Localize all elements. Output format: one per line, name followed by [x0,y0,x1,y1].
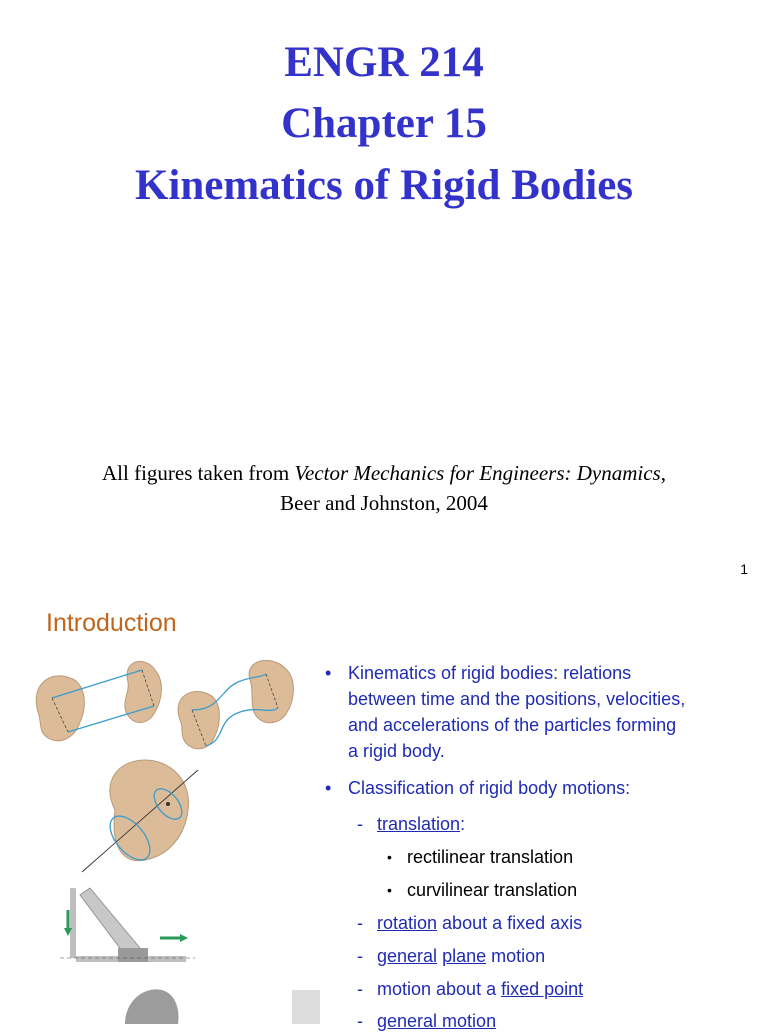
rotation-rest: about a fixed axis [437,913,583,933]
rotation-figure [82,760,198,872]
fixed-point-item [377,976,583,1002]
general-plane-item [377,943,545,969]
translation-link[interactable]: translation [377,814,461,834]
bullet1-line2: between time and the positions, velocities, [348,689,686,709]
credit-line-1 [0,458,768,488]
gray-strip [292,990,320,1024]
rigid-body-figures [30,660,320,1024]
plane-motion-figure [60,888,195,962]
sub-bullet-dot: • [387,849,392,865]
translation-colon: : [460,814,466,834]
fixed-point-link[interactable]: fixed point [501,979,584,999]
dash: - [357,814,363,834]
dash: - [357,913,363,933]
dash: - [357,979,363,999]
intro-slide [0,588,768,1031]
rectilinear-item: rectilinear translation [407,847,574,867]
curvilinear-item: curvilinear translation [407,880,578,900]
course-title: ENGR 214 [284,39,484,86]
sub-bullet-dot: • [387,882,392,898]
rotation-item [377,910,582,936]
translation-item [377,811,465,837]
general-link[interactable]: general [377,946,438,966]
motion-word: motion [486,946,546,966]
bullet-dot: • [325,778,332,798]
credit-prefix: All figures taken from [102,461,295,485]
plane-link[interactable]: plane [442,946,487,966]
bullet2-text: Classification of rigid body motions: [348,778,631,798]
page-number: 1 [740,561,748,577]
rectilinear-translation-figure [36,661,161,740]
rotation-link[interactable]: rotation [377,913,438,933]
bullet-dot: • [325,663,332,683]
intro-title: Introduction [46,609,177,637]
general-motion-link[interactable]: general motion [377,1011,497,1031]
motion-about: motion about a [377,979,502,999]
bullet1-line4: a rigid body. [348,741,445,761]
bullet1-line3: and accelerations of the particles forming [348,715,677,735]
chapter-title: Chapter 15 [281,100,487,147]
topic-title: Kinematics of Rigid Bodies [134,162,634,209]
credit-comma: , [660,461,666,485]
credit-line-2: Beer and Johnston, 2004 [280,491,488,515]
general-motion-figure [125,989,178,1024]
credit-book: Vector Mechanics for Engineers: Dynamics [294,461,661,485]
dash: - [357,1011,363,1031]
dash: - [357,946,363,966]
curvilinear-translation-figure [178,660,293,748]
bullet1-line1: Kinematics of rigid bodies: relations [348,663,632,683]
